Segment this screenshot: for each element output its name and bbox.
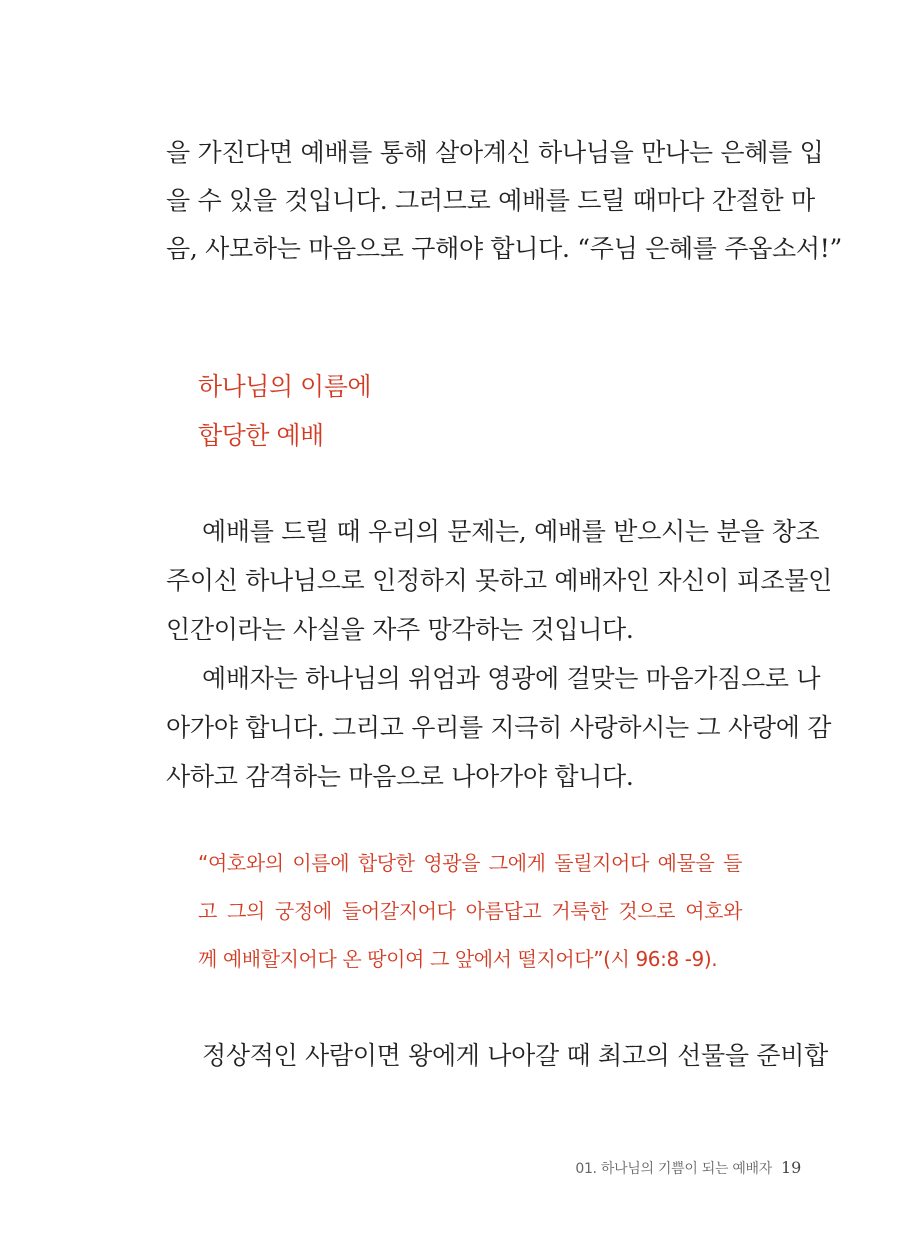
paragraph-3-line-1: 예배자는 하나님의 위엄과 영광에 걸맞는 마음가짐으로 나 <box>202 664 821 693</box>
paragraph-2-line-2: 주이신 하나님으로 인정하지 못하고 예배자인 자신이 피조물인 <box>166 566 832 595</box>
paragraph-4-line-1: 정상적인 사람이면 왕에게 나아갈 때 최고의 선물을 준비합 <box>202 1041 828 1070</box>
paragraph-2-line-3: 인간이라는 사실을 자주 망각하는 것입니다. <box>166 615 634 644</box>
paragraph-1-line-1: 을 가진다면 예배를 통해 살아계신 하나님을 만나는 은혜를 입 <box>166 138 824 167</box>
section-heading-line-1: 하나님의 이름에 <box>198 372 371 401</box>
scripture-quote-line-3: 께 예배할지어다 온 땅이여 그 앞에서 떨지어다”(시 96:8 -9). <box>198 947 718 971</box>
footer-chapter-title: 01. 하나님의 기쁨이 되는 예배자 <box>575 1161 772 1177</box>
paragraph-2-line-1: 예배를 드릴 때 우리의 문제는, 예배를 받으시는 분을 창조 <box>202 517 820 546</box>
page-number: 19 <box>781 1158 802 1177</box>
paragraph-3-line-3: 사하고 감격하는 마음으로 나아가야 합니다. <box>166 762 634 791</box>
paragraph-3-line-2: 아가야 합니다. 그리고 우리를 지극히 사랑하시는 그 사랑에 감 <box>166 713 832 742</box>
paragraph-1-line-2: 을 수 있을 것입니다. 그러므로 예배를 드릴 때마다 간절한 마 <box>166 186 815 215</box>
section-heading-line-2: 합당한 예배 <box>198 421 324 450</box>
scripture-quote-line-2: 고 그의 궁정에 들어갈지어다 아름답고 거룩한 것으로 여호와 <box>198 899 742 923</box>
paragraph-1-line-3: 음, 사모하는 마음으로 구해야 합니다. “주님 은혜를 주옵소서!” <box>166 234 842 263</box>
scripture-quote-line-1: “여호와의 이름에 합당한 영광을 그에게 돌릴지어다 예물을 들 <box>198 851 742 875</box>
